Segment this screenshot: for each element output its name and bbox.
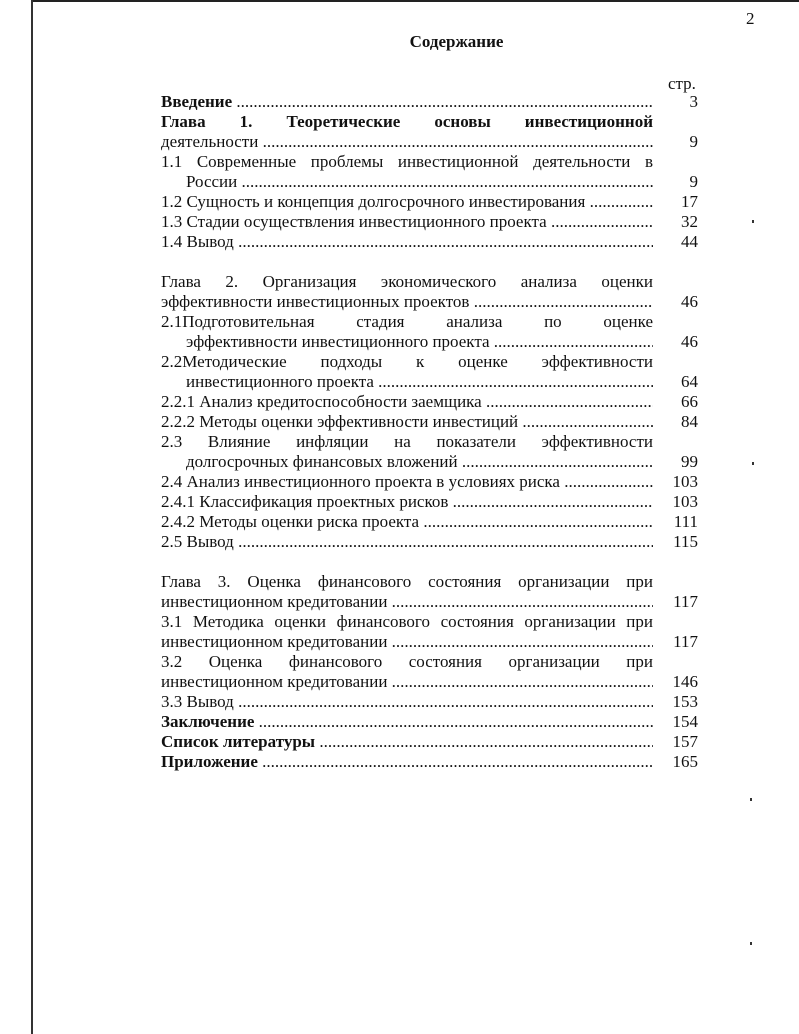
toc-entry-label: 1.2 Сущность и концепция долгосрочного инвестирования ..... — [161, 192, 653, 212]
toc-entry-1-4 — [161, 232, 706, 252]
toc-entry-label: Глава 2. Организация экономического анализа оценки — [161, 272, 653, 291]
toc-entry-page: 117 — [673, 632, 698, 651]
toc-entry-label: 2.4.2 Методы оценки риска проекта ..... — [161, 512, 653, 532]
toc-entry-appendix — [161, 752, 706, 772]
toc-entry-intro — [161, 92, 706, 112]
toc-entry-3-1-cont — [161, 632, 706, 652]
toc-entry-chapter-2-cont — [161, 292, 706, 312]
toc-entry-label: Список литературы ..... — [161, 732, 653, 752]
toc-entry-label: 3.1 Методика оценки финансового состояния организации при — [161, 612, 653, 631]
toc-entry-page: 46 — [681, 332, 698, 351]
toc-entry-1-1 — [161, 152, 706, 172]
toc-entry-label: Глава 3. Оценка финансового состояния организации при — [161, 572, 653, 591]
toc-entry-label: 1.4 Вывод ..... — [161, 232, 653, 252]
toc-entry-label: Приложение ..... — [161, 752, 653, 772]
toc-entry-page: 99 — [681, 452, 698, 471]
toc-entry-page: 44 — [681, 232, 698, 251]
toc-entry-page: 9 — [689, 172, 698, 191]
toc-entry-1-1-cont — [161, 172, 706, 192]
toc-entry-2-1 — [161, 312, 706, 332]
toc-entry-label: 2.5 Вывод ..... — [161, 532, 653, 552]
scan-edge-left — [31, 0, 33, 1034]
toc-entry-label: Глава 1. Теоретические основы инвестиционной — [161, 112, 653, 131]
toc-entry-page: 153 — [672, 692, 698, 711]
toc-entry-2-4-1 — [161, 492, 706, 512]
toc-entry-chapter-2 — [161, 272, 706, 292]
toc-entry-chapter-1-cont — [161, 132, 706, 152]
toc-entry-2-2 — [161, 352, 706, 372]
toc-entry-2-2-1 — [161, 392, 706, 412]
toc-entry-label: инвестиционном кредитовании ..... — [161, 592, 653, 612]
toc-entry-label: 2.2.1 Анализ кредитоспособности заемщика ..... — [161, 392, 653, 412]
toc-entry-2-4-2 — [161, 512, 706, 532]
toc-entry-2-2-2 — [161, 412, 706, 432]
toc-entry-label: эффективности инвестиционного проекта ..... — [186, 332, 653, 352]
toc-entry-page: 157 — [672, 732, 698, 751]
toc-entry-1-2 — [161, 192, 706, 212]
toc-entry-page: 84 — [681, 412, 698, 431]
toc-entry-3-2-cont — [161, 672, 706, 692]
toc-entry-label: Введение ..... — [161, 92, 653, 112]
toc-entry-2-3-cont — [161, 452, 706, 472]
toc-entry-label: долгосрочных финансовых вложений ..... — [186, 452, 653, 472]
toc-entry-conclusion — [161, 712, 706, 732]
toc-entry-page: 117 — [673, 592, 698, 611]
toc-entry-page: 66 — [681, 392, 698, 411]
toc-entry-page: 46 — [681, 292, 698, 311]
toc-entry-chapter-3 — [161, 572, 706, 592]
toc-entry-3-3 — [161, 692, 706, 712]
scan-edge-top — [33, 0, 799, 2]
toc-entry-label: эффективности инвестиционных проектов ..... — [161, 292, 653, 312]
toc-entry-page: 165 — [672, 752, 698, 771]
toc-entry-page: 64 — [681, 372, 698, 391]
toc-entry-page: 32 — [681, 212, 698, 231]
scan-speck — [750, 798, 752, 801]
toc-entry-label: 1.1 Современные проблемы инвестиционной деятельности в — [161, 152, 653, 171]
toc-entry-2-3 — [161, 432, 706, 452]
scan-speck — [752, 220, 754, 223]
toc-entry-page: 103 — [672, 492, 698, 511]
toc-entry-label: России ..... — [186, 172, 653, 192]
toc-entry-chapter-3-cont — [161, 592, 706, 612]
scan-speck — [752, 462, 754, 465]
toc-entry-chapter-1 — [161, 112, 706, 132]
toc-entry-label: деятельности ..... — [161, 132, 653, 152]
toc-entry-page: 146 — [672, 672, 698, 691]
toc-entry-2-2-cont — [161, 372, 706, 392]
toc-entry-2-4 — [161, 472, 706, 492]
toc-entry-label: Заключение ..... — [161, 712, 653, 732]
toc-entry-1-3 — [161, 212, 706, 232]
toc-entry-2-5 — [161, 532, 706, 552]
toc-entry-label: 3.2 Оценка финансового состояния организации при — [161, 652, 653, 671]
toc-entry-label: 2.1Подготовительная стадия анализа по оценке — [161, 312, 653, 331]
toc-entry-label: инвестиционном кредитовании ..... — [161, 632, 653, 652]
toc-entry-page: 9 — [689, 132, 698, 151]
toc-entry-page: 103 — [672, 472, 698, 491]
toc-entry-bibliography — [161, 732, 706, 752]
toc-entry-label: 2.4 Анализ инвестиционного проекта в условиях риска ..... — [161, 472, 653, 492]
toc-entry-page: 17 — [681, 192, 698, 211]
toc-entry-page: 3 — [689, 92, 698, 111]
toc-entry-2-1-cont — [161, 332, 706, 352]
toc-entry-label: 2.2Методические подходы к оценке эффективности — [161, 352, 653, 371]
toc-entry-page: 154 — [672, 712, 698, 731]
toc-entry-label: 1.3 Стадии осуществления инвестиционного проекта ..... — [161, 212, 653, 232]
toc-entry-label: инвестиционном кредитовании ..... — [161, 672, 653, 692]
toc-entry-label: 2.2.2 Методы оценки эффективности инвестиций ..... — [161, 412, 653, 432]
toc-entry-page: 111 — [673, 512, 698, 531]
page-column-header: стр. — [668, 74, 696, 93]
toc-entry-label: 3.3 Вывод ..... — [161, 692, 653, 712]
page-number: 2 — [746, 9, 755, 28]
toc-entry-label: 2.4.1 Классификация проектных рисков ..... — [161, 492, 653, 512]
toc-entry-page: 115 — [673, 532, 698, 551]
scan-speck — [750, 942, 752, 945]
toc-entry-3-2 — [161, 652, 706, 672]
toc-entry-label: 2.3 Влияние инфляции на показатели эффективности — [161, 432, 653, 451]
toc-entry-3-1 — [161, 612, 706, 632]
toc-entry-label: инвестиционного проекта ..... — [186, 372, 653, 392]
page-title: Содержание — [409, 32, 504, 51]
